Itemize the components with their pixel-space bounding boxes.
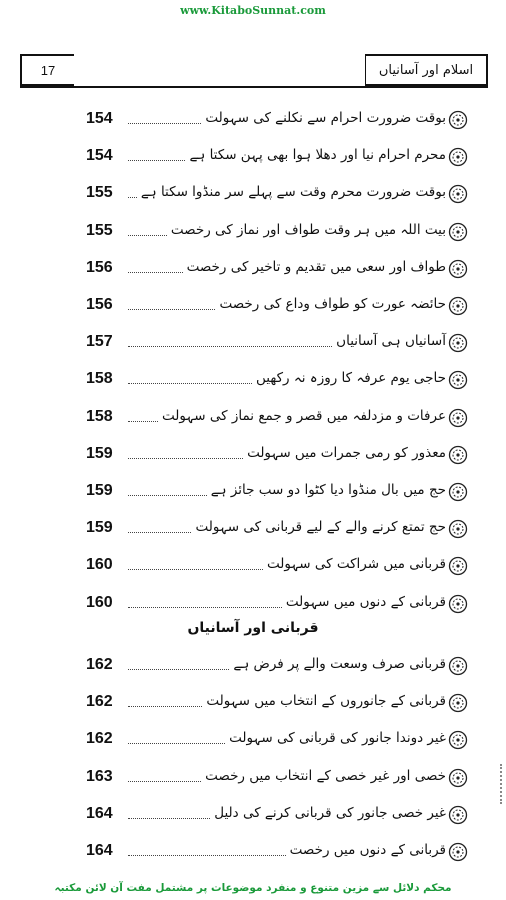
toc-entry [0, 726, 506, 756]
toc-entry-title: محرم احرام نیا اور دھلا ہوا بھی پہن سکتا ہے [189, 147, 446, 164]
toc-entry-title: بیت اللہ میں ہر وقت طواف اور نماز کی رخصت [170, 221, 446, 238]
rosette-bullet-icon [448, 693, 468, 713]
toc-entry [0, 255, 506, 285]
toc-page-number: 159 [86, 482, 113, 499]
rosette-bullet-icon [448, 296, 468, 316]
toc-entry [0, 689, 506, 719]
toc-entry-title: قربانی میں شراکت کی سہولت [267, 556, 446, 573]
leader-dots [128, 743, 225, 744]
toc-entry [0, 143, 506, 173]
toc-page-number: 160 [86, 593, 113, 611]
leader-dots [128, 123, 201, 124]
rosette-bullet-icon [448, 184, 468, 204]
rosette-bullet-icon [448, 482, 468, 502]
toc-page-number: 156 [86, 296, 113, 313]
toc-entry-title: عرفات و مزدلفہ میں قصر و جمع نماز کی سہولت [162, 407, 446, 424]
toc-entry [0, 590, 506, 620]
leader-dots [128, 706, 202, 707]
leader-dots [128, 458, 243, 459]
toc-page-number: 162 [86, 730, 113, 748]
rosette-bullet-icon [448, 370, 468, 390]
toc-entry-title: بوقت ضرورت محرم وقت سے پہلے سر منڈوا سکتا ہے [140, 184, 446, 201]
leader-dots [128, 383, 252, 384]
toc-entry [0, 838, 506, 868]
rosette-bullet-icon [448, 147, 468, 167]
toc-entry-title: بوقت ضرورت احرام سے نکلنے کی سہولت [205, 110, 446, 126]
rosette-bullet-icon [448, 594, 468, 614]
toc-page-number: 155 [86, 221, 113, 239]
toc-entry [0, 404, 506, 434]
toc-entry [0, 218, 506, 248]
page-header [20, 40, 488, 94]
leader-dots [128, 569, 263, 570]
toc-page-number: 164 [86, 842, 113, 859]
rosette-bullet-icon [448, 408, 468, 428]
rosette-bullet-icon [448, 110, 468, 130]
rosette-bullet-icon [448, 519, 468, 539]
toc-page-number: 156 [86, 258, 113, 276]
toc-entry-title: معذور کو رمی جمرات میں سہولت [247, 444, 446, 461]
toc-entry-title: حاجی یوم عرفہ کا روزہ نہ رکھیں [256, 370, 446, 387]
leader-dots [128, 855, 286, 856]
rosette-bullet-icon [448, 768, 468, 788]
rosette-bullet-icon [448, 445, 468, 465]
header-rule [20, 86, 488, 88]
toc-page-number: 164 [86, 804, 113, 822]
leader-dots [128, 818, 210, 819]
rosette-bullet-icon [448, 333, 468, 353]
leader-dots [128, 669, 229, 670]
scan-mark [494, 764, 502, 804]
toc-entry [0, 552, 506, 582]
toc-entry-title: خصی اور غیر خصی کے انتخاب میں رخصت [205, 767, 446, 784]
toc-entry-title: طواف اور سعی میں تقدیم و تاخیر کی رخصت [186, 258, 446, 275]
leader-dots [128, 421, 158, 422]
toc-entry-title: حج تمتع کرنے والے کے لیے قربانی کی سہولت [195, 519, 446, 536]
toc-entry [0, 478, 506, 508]
toc-page-number: 154 [86, 147, 113, 165]
rosette-bullet-icon [448, 222, 468, 242]
toc-page-number: 160 [86, 556, 113, 574]
toc-entry-title: غیر دوندا جانور کی قربانی کی سہولت [229, 730, 446, 747]
toc-page-number: 158 [86, 370, 113, 388]
rosette-bullet-icon [448, 730, 468, 750]
leader-dots [128, 495, 207, 496]
toc-entry [0, 329, 506, 359]
running-title: اسلام اور آسانیاں [365, 54, 488, 86]
leader-dots [128, 160, 185, 161]
toc-entry [0, 441, 506, 471]
toc-page-number: 155 [86, 184, 113, 202]
toc-entry [0, 292, 506, 322]
toc-page-number: 159 [86, 444, 113, 462]
toc-entry-title: قربانی کے دنوں میں رخصت [289, 842, 446, 858]
footer-watermark: محکم دلائل سے مزین متنوع و منفرد موضوعات پر مشتمل مفت آن لائن مکتبہ [54, 882, 452, 894]
toc-entry [0, 180, 506, 210]
toc-entry [0, 764, 506, 794]
leader-dots [128, 235, 167, 236]
toc-entry-title: آسانیاں ہی آسانیاں [336, 333, 446, 350]
rosette-bullet-icon [448, 556, 468, 576]
toc-entry-title: قربانی صرف وسعت والے پر فرض ہے [233, 656, 446, 672]
rosette-bullet-icon [448, 259, 468, 279]
toc-entry [0, 652, 506, 682]
rosette-bullet-icon [448, 805, 468, 825]
leader-dots [128, 272, 183, 273]
rosette-bullet-icon [448, 656, 468, 676]
toc-page-number: 162 [86, 656, 113, 673]
toc-entry-title: قربانی کے جانوروں کے انتخاب میں سہولت [206, 693, 446, 710]
leader-dots [128, 346, 332, 347]
rosette-bullet-icon [448, 842, 468, 862]
toc-entry [0, 106, 506, 136]
toc-entry-title: حج میں بال منڈوا دیا کٹوا دو سب جائز ہے [210, 482, 446, 498]
leader-dots [128, 607, 282, 608]
toc-entry-title: حائضہ عورت کو طواف وداع کی رخصت [219, 296, 446, 312]
toc-page-number: 163 [86, 767, 113, 785]
toc-entry [0, 801, 506, 831]
leader-dots [128, 197, 137, 198]
section-heading: قربانی اور آسانیاں [187, 620, 319, 636]
toc-entry [0, 366, 506, 396]
toc-page-number: 158 [86, 407, 113, 425]
watermark-url: www.KitaboSunnat.com [180, 4, 326, 17]
leader-dots [128, 781, 201, 782]
toc-page-number: 154 [86, 110, 113, 127]
toc-page-number: 159 [86, 519, 113, 537]
page-number: 17 [20, 54, 74, 86]
toc-page-number: 157 [86, 333, 113, 351]
toc-entry [0, 515, 506, 545]
leader-dots [128, 309, 215, 310]
toc-page-number: 162 [86, 693, 113, 711]
leader-dots [128, 532, 191, 533]
toc-entry-title: غیر خصی جانور کی قربانی کرنے کی دلیل [214, 804, 446, 821]
toc-entry-title: قربانی کے دنوں میں سہولت [285, 593, 446, 610]
